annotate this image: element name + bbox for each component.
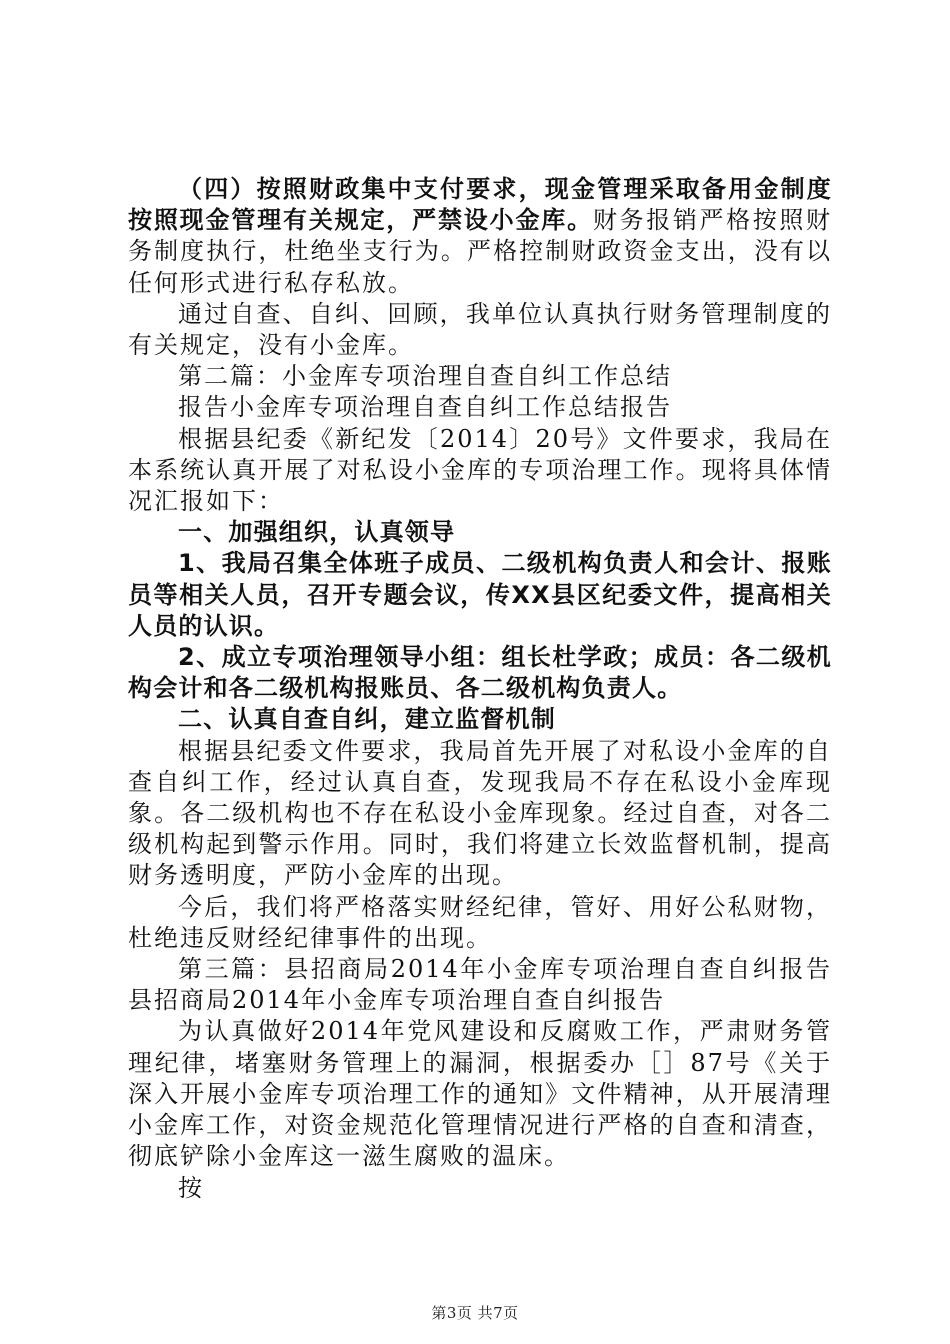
paragraph-cash-management (128, 174, 832, 299)
paragraph-self-check-details: 根据县纪委文件要求，我局首先开展了对私设小金库的自查自纠工作，经过认真自查，发现我局不存在私设小金库现象。各二级机构也不存在私设小金库现象。经过自查，对各二级机构起到警示作用。同时，我们将建立长效监督机制，提高财务透明度，严防小金库的出现。 (128, 736, 832, 890)
paragraph-background: 根据县纪委《新纪发〔2014〕20号》文件要求，我局在本系统认真开展了对私设小金库的专项治理工作。现将具体情况汇报如下： (128, 424, 832, 516)
paragraph-continued: 按 (178, 1173, 204, 1202)
document-body (128, 174, 832, 1204)
item-meeting: 1、我局召集全体班子成员、二级机构负责人和会计、报账员等相关人员，召开专题会议，传XX县区纪委文件，提高相关人员的认识。 (128, 549, 832, 640)
heading-strengthen-organization: 一、加强组织，认真领导 (178, 518, 456, 547)
paragraph-future-commitment: 今后，我们将严格落实财经纪律，管好、用好公私财物，杜绝违反财经纪律事件的出现。 (128, 892, 832, 952)
paragraph-rest: 财务报销严格按照财务制度执行，杜绝坐支行为。严格控制财政资金支出，没有以任何形式进行私存私放。 (128, 206, 832, 297)
page-number-footer: 第3页 共7页 (431, 1304, 519, 1322)
paragraph-lead-bold: （四）按照财政集中支付要求，现金管理采取备用金制度按照现金管理有关规定，严禁设小金库。 (128, 175, 832, 235)
paragraph-purpose: 为认真做好2014年党风建设和反腐败工作，严肃财务管理纪律，堵塞财务管理上的漏洞，根据委办［］87号《关于深入开展小金库专项治理工作的通知》文件精神，从开展清理小金库工作，对资金规范化管理情况进行严格的自查和清查，彻底铲除小金库这一滋生腐败的温床。 (128, 1017, 832, 1171)
heading-self-check: 二、认真自查自纠，建立监督机制 (178, 705, 556, 734)
paragraph-self-check-summary: 通过自查、自纠、回顾，我单位认真执行财务管理制度的有关规定，没有小金库。 (128, 299, 832, 360)
section-title-part-two: 第二篇：小金库专项治理自查自纠工作总结 (178, 362, 672, 391)
report-title: 报告小金库专项治理自查自纠工作总结报告 (178, 393, 672, 422)
section-title-part-three: 第三篇：县招商局2014年小金库专项治理自查自纠报告县招商局2014年小金库专项治理自查自纠报告 (128, 955, 832, 1015)
item-leading-group: 2、成立专项治理领导小组：组长杜学政；成员：各二级机构会计和各二级机构报账员、各二级机构负责人。 (128, 643, 832, 703)
